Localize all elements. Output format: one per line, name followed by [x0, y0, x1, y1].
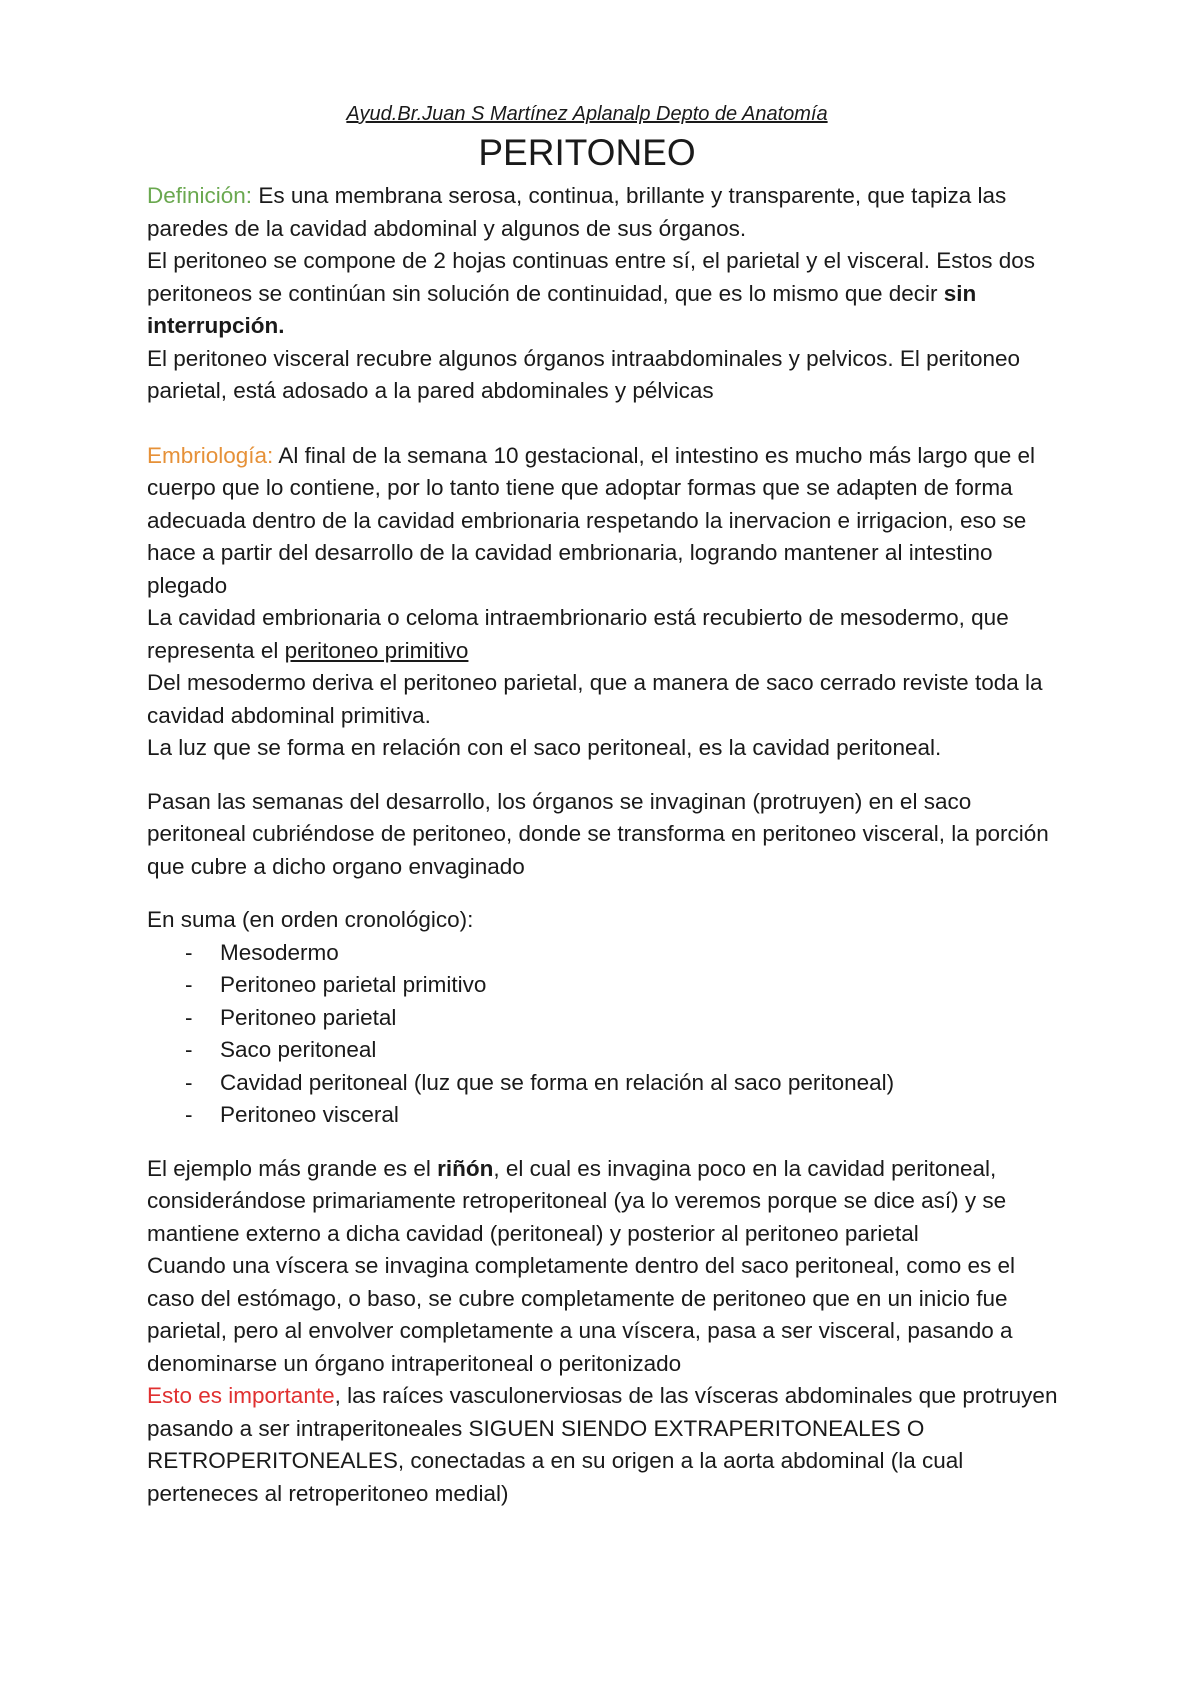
list-item: - Cavidad peritoneal (luz que se forma en relación al saco peritoneal) [185, 1067, 1067, 1100]
important-paragraph [147, 1380, 1067, 1510]
suma-list [147, 937, 1067, 1132]
list-item: - Peritoneo visceral [185, 1099, 1067, 1132]
spacer [147, 883, 1067, 904]
rinon-post: , el cual es invagina poco en la cavidad peritoneal, considerándose primariamente retroperitoneal (ya lo veremos porque se dice así) y se mantiene externo a dicha cavidad (peritoneal) y posterior al peritoneo parietal [147, 1155, 1007, 1246]
visceral-parietal-paragraph: El peritoneo visceral recubre algunos órganos intraabdominales y pelvicos. El peritoneo parietal, está adosado a la pared abdominales y pélvicas [147, 345, 1020, 403]
list-item: - Mesodermo [185, 937, 1067, 970]
luz-paragraph: La luz que se forma en relación con el saco peritoneal, es la cavidad peritoneal. [147, 735, 942, 760]
important-label: Esto es importante [147, 1383, 335, 1408]
celoma-paragraph [147, 602, 1067, 667]
rinon-pre: El ejemplo más grande es el [147, 1155, 438, 1181]
definicion-label: Definición: [147, 183, 253, 208]
rinon-bold: riñón [437, 1155, 494, 1181]
page-title: PERITONEO [478, 132, 696, 173]
list-item: - Peritoneo parietal primitivo [185, 969, 1067, 1002]
rinon-paragraph [147, 1153, 1067, 1251]
embriologia-paragraph [147, 440, 1067, 603]
important-text: , las raíces vasculonerviosas de las vísceras abdominales que protruyen pasando a ser intraperitoneales SIGUEN SIENDO EXTRAPERITONEALES O RETROPERITONEALES, conectadas a en su origen a la aorta abdominal (la cual perteneces al retroperitoneo medial) [147, 1383, 1058, 1506]
suma-intro: En suma (en orden cronológico): [147, 907, 474, 932]
author-line: Ayud.Br.Juan S Martínez Aplanalp Depto de Anatomía [346, 103, 828, 125]
embriologia-label: Embriología: [147, 442, 274, 468]
document-body [147, 100, 1067, 1510]
embriologia-text: Al final de la semana 10 gestacional, el intestino es mucho más largo que el cuerpo que lo contiene, por lo tanto tiene que adoptar formas que se adapten de forma adecuada dentro de la cavidad embrionaria respetando la inervacion e irrigacion, eso se hace a partir del desarrollo de la cavidad embrionaria, logrando mantener al intestino plegado [147, 442, 1036, 598]
mesodermo-paragraph: Del mesodermo deriva el peritoneo parietal, que a manera de saco cerrado reviste toda la cavidad abdominal primitiva. [147, 670, 1043, 728]
definicion-paragraph [147, 180, 1067, 245]
hojas-paragraph [147, 245, 1067, 343]
intraperitoneal-paragraph: Cuando una víscera se invagina completamente dentro del saco peritoneal, como es el caso del estómago, o baso, se cubre completamente de peritoneo que en un inicio fue parietal, pero al envolver completamente a una víscera, pasa a ser visceral, pasando a denominarse un órgano intraperitoneal o peritonizado [147, 1253, 1016, 1376]
list-item: - Peritoneo parietal [185, 1002, 1067, 1035]
desarrollo-paragraph: Pasan las semanas del desarrollo, los órganos se invaginan (protruyen) en el saco peritoneal cubriéndose de peritoneo, donde se transforma en peritoneo visceral, la porción que cubre a dicho organo envaginado [147, 788, 1049, 879]
hojas-text: El peritoneo se compone de 2 hojas continuas entre sí, el parietal y el visceral. Estos dos peritoneos se continúan sin solución de continuidad, que es lo mismo que decir [147, 248, 1035, 306]
spacer [147, 1132, 1067, 1153]
peritoneo-primitivo-underlined: peritoneo primitivo [284, 637, 469, 663]
sin-interrupcion-bold: sin interrupción. [147, 280, 977, 338]
spacer [147, 408, 1067, 440]
spacer [147, 765, 1067, 786]
definicion-text: Es una membrana serosa, continua, brillante y transparente, que tapiza las paredes de la cavidad abdominal y algunos de sus órganos. [147, 183, 1007, 241]
list-item: - Saco peritoneal [185, 1034, 1067, 1067]
celoma-text: La cavidad embrionaria o celoma intraembrionario está recubierto de mesodermo, que representa el [147, 605, 1009, 663]
